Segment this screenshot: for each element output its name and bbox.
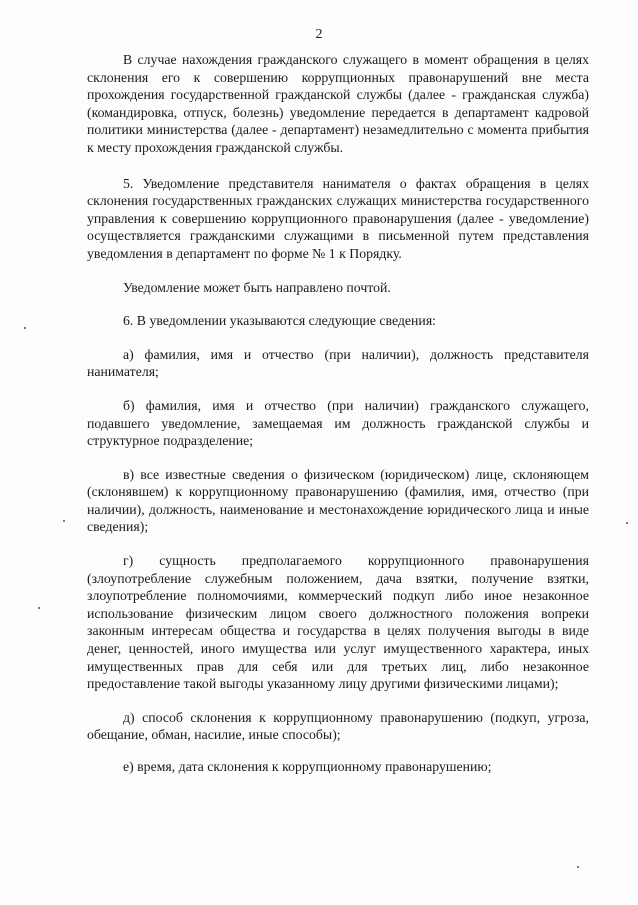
scan-speck [24,327,26,329]
item-b: б) фамилия, имя и отчество (при наличии) гражданского служащего, подавшего уведомление, замещаемая им должность гражданской службы и структурное подразделение; [87,397,589,449]
scan-speck [38,607,40,609]
item-e: е) время, дата склонения к коррупционному правонарушению; [123,759,492,774]
paragraph-5-notification: 5. Уведомление представителя нанимателя о фактах обращения в целях склонения государственных гражданских служащих министерства государственного управления к совершению коррупционного правонарушения (далее - уведомление) осуществляется гражданскими служащими в письменной путем представления уведомления в департамент по форме № 1 к Порядку. [87,175,589,261]
scan-speck [577,866,579,868]
page-number: 2 [315,27,323,42]
paragraph-6-contents: 6. В уведомлении указываются следующие сведения: [123,313,436,329]
item-d: д) способ склонения к коррупционному правонарушению (подкуп, угроза, обещание, обман, насилие, иные способы); [87,709,589,743]
document-body [87,51,589,776]
scan-speck [63,520,65,522]
paragraph-mail: Уведомление может быть направлено почтой. [123,279,391,295]
item-g: г) сущность предполагаемого коррупционного правонарушения (злоупотребление служебным положением, дача взятки, получение взятки, злоупотребление полномочиями, коммерческий подкуп либо иное незаконное использование физическим лицом своего должностного положения вопреки законным интересам общества и государства в целях получения выгоды в виде денег, ценностей, иного имущества или услуг имущественного характера, иных имущественных прав для себя или для третьих лиц, либо незаконное предоставление такой выгоды указанному лицу другими физическими лицами); [87,553,589,692]
paragraph-absence-case: В случае нахождения гражданского служащего в момент обращения в целях склонения его к совершению коррупционных правонарушений вне места прохождения государственной гражданской службы (далее - гражданская служба) (командировка, отпуск, болезнь) уведомление передается в департамент кадровой политики министерства (далее - департамент) незамедлительно с момента прибытия к месту прохождения гражданской службы. [87,52,589,155]
item-v: в) все известные сведения о физическом (юридическом) лице, склоняющем (склонявшем) к коррупционному правонарушению (фамилия, имя, отчество (при наличии), должность, наименование и местонахождение юридического лица и иные сведения); [87,466,589,535]
item-a: а) фамилия, имя и отчество (при наличии), должность представителя нанимателя; [87,346,589,380]
scan-speck [626,522,628,524]
